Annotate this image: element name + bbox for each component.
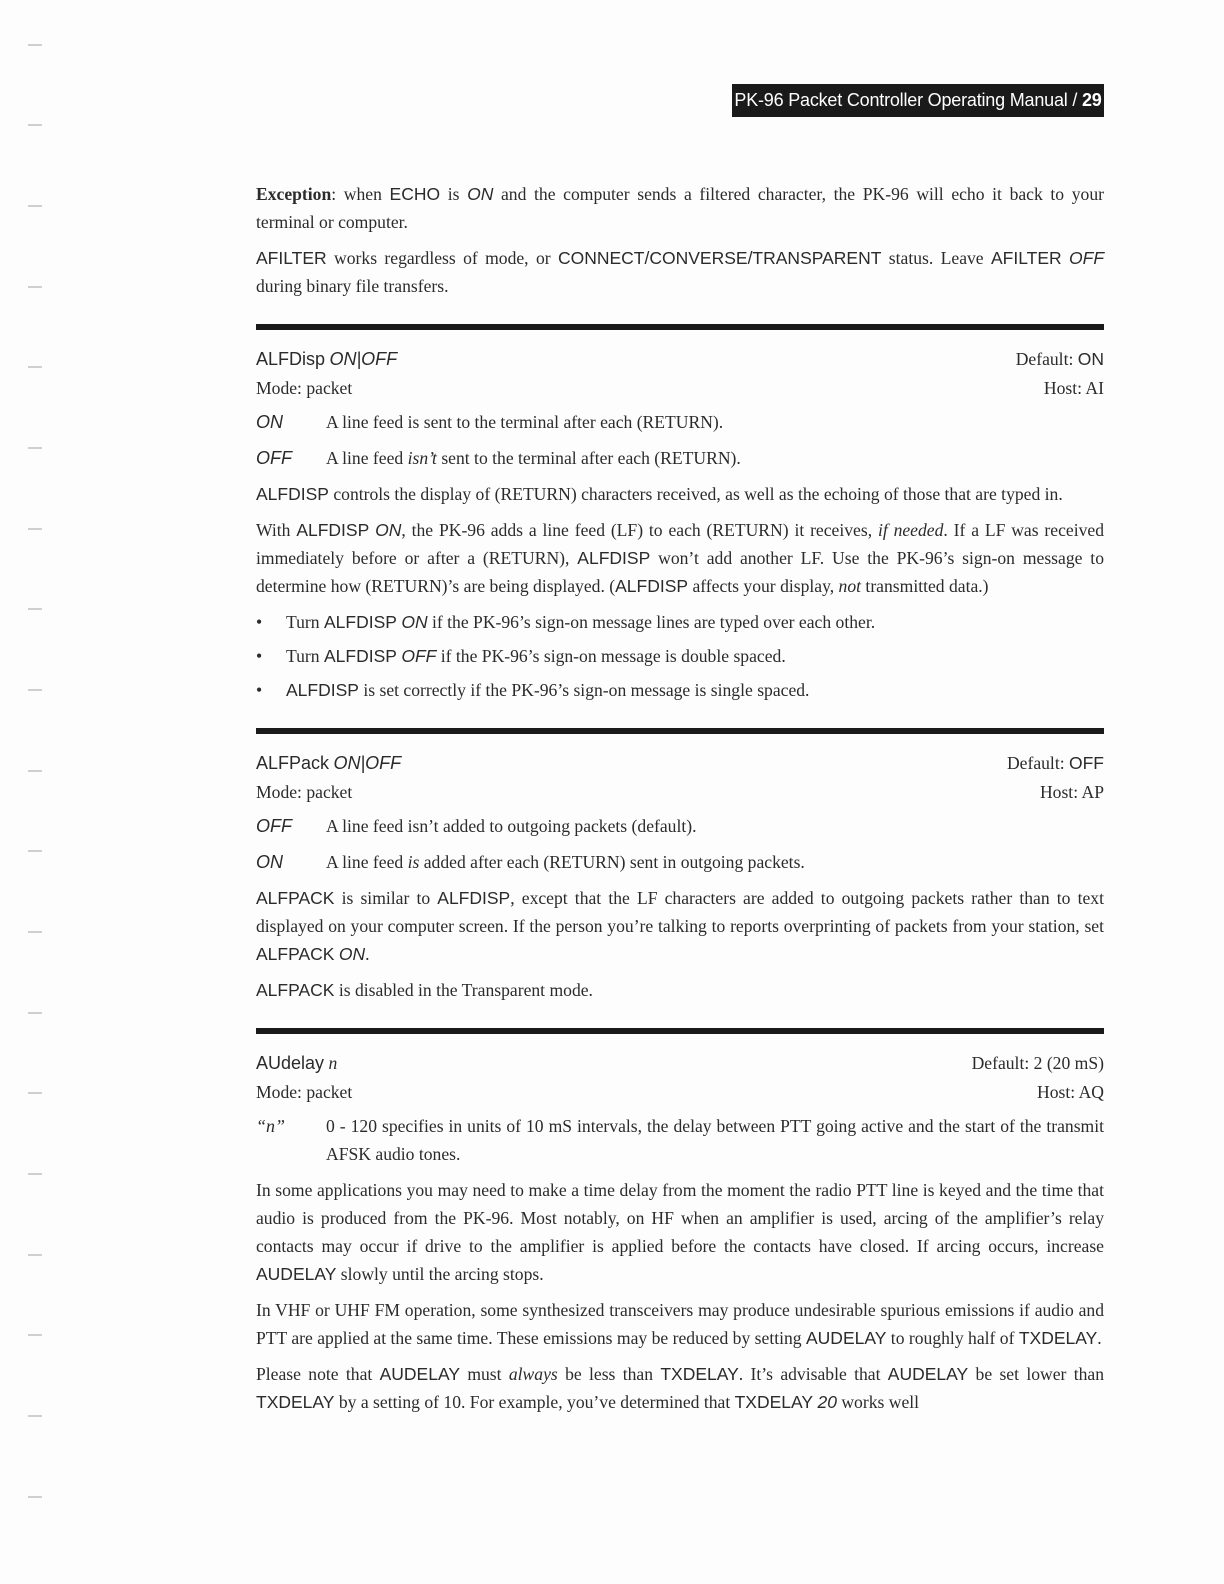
keyword: CONNECT/CONVERSE/TRANSPARENT bbox=[557, 248, 882, 268]
audelay-paragraph bbox=[256, 1176, 1104, 1288]
exception-paragraph bbox=[256, 180, 1104, 236]
command-name: ALFDisp bbox=[256, 348, 326, 369]
keyword: AUDELAY bbox=[806, 1328, 887, 1348]
command-mode-host bbox=[256, 1077, 1104, 1106]
keyword: ALFPACK bbox=[256, 888, 335, 908]
text: if the PK-96’s sign-on message lines are typed over each other. bbox=[427, 612, 876, 632]
text: status. Leave bbox=[881, 248, 991, 268]
command-mode-host bbox=[256, 777, 1104, 806]
option-row bbox=[256, 848, 1104, 876]
text: affects your display, bbox=[688, 576, 839, 596]
list-item bbox=[256, 676, 1104, 704]
option-row bbox=[256, 1112, 1104, 1168]
text: Turn bbox=[286, 646, 324, 666]
text: Please note that bbox=[256, 1364, 380, 1384]
option-key: OFF bbox=[256, 448, 292, 468]
text: In VHF or UHF FM operation, some synthesized transceivers may produce undesirable spurious emissions if audio and PTT are applied at the same time. These emissions may be reduced by setting bbox=[256, 1300, 1104, 1348]
text: . If a LF was received immediately before or after a (RETURN), bbox=[256, 520, 1105, 568]
command-mode-host bbox=[256, 373, 1104, 402]
text: is set correctly if the PK-96’s sign-on message is single spaced. bbox=[358, 680, 810, 700]
command-header bbox=[256, 344, 1104, 373]
option-description bbox=[326, 848, 1104, 876]
keyword-value: ON bbox=[467, 184, 494, 204]
alfdisp-paragraph bbox=[256, 480, 1104, 508]
keyword: AFILTER bbox=[990, 248, 1062, 268]
text: is bbox=[440, 184, 468, 204]
command-mode: Mode: packet bbox=[256, 1081, 353, 1102]
text: slowly until the arcing stops. bbox=[336, 1264, 544, 1284]
text: In some applications you may need to make a time delay from the moment the radio PTT line is keyed and the time that audio is produced from the PK-96. Most notably, on HF when an amplifier is used, arcing of the amplifier’s relay contacts may occur if drive to the amplifier is applied before the contacts have closed. If arcing occurs, increase bbox=[256, 1180, 1104, 1256]
option-description bbox=[326, 444, 1104, 472]
text: be set lower than bbox=[968, 1364, 1104, 1384]
text: . bbox=[1097, 1328, 1102, 1348]
default-value: Default: 2 (20 mS) bbox=[971, 1052, 1104, 1073]
text: works regardless of mode, or bbox=[326, 248, 558, 268]
section-divider bbox=[256, 324, 1104, 330]
text: works well bbox=[836, 1392, 920, 1412]
emphasis: is bbox=[407, 852, 420, 872]
default-label: Default: bbox=[1015, 348, 1078, 369]
keyword: AUDELAY bbox=[887, 1364, 969, 1384]
default-value: OFF bbox=[1069, 752, 1104, 773]
keyword: ALFDISP bbox=[296, 520, 370, 540]
text: transmitted data.) bbox=[861, 576, 989, 596]
text: won’t add another LF. Use the PK-96’s sign-on message to determine how (RETURN)’s are being displayed. ( bbox=[256, 548, 1104, 596]
command-args: ON|OFF bbox=[333, 752, 402, 773]
text: to roughly half of bbox=[886, 1328, 1019, 1348]
text: , the PK-96 adds a line feed (LF) to each (RETURN) it receives, bbox=[401, 520, 878, 540]
audelay-paragraph bbox=[256, 1360, 1104, 1416]
text: and the computer sends a filtered character, the PK-96 will echo it back to your terminal or computer. bbox=[256, 184, 1104, 232]
text: added after each (RETURN) sent in outgoing packets. bbox=[419, 852, 805, 872]
audelay-section bbox=[256, 1048, 1104, 1416]
keyword-value: ON bbox=[338, 944, 366, 964]
text: A line feed bbox=[326, 852, 408, 872]
keyword: ALFDISP bbox=[323, 646, 397, 666]
command-host: Host: AI bbox=[1043, 377, 1104, 398]
alfdisp-section bbox=[256, 344, 1104, 704]
option-key: ON bbox=[256, 852, 283, 872]
afilter-paragraph bbox=[256, 244, 1104, 300]
page-header bbox=[732, 84, 1104, 117]
bullet-list bbox=[256, 608, 1104, 704]
keyword: TXDELAY bbox=[1018, 1328, 1098, 1348]
emphasis: if needed bbox=[877, 520, 944, 540]
keyword-value: OFF bbox=[401, 646, 437, 666]
command-host: Host: AP bbox=[1039, 781, 1104, 802]
text: : when bbox=[331, 184, 390, 204]
default-value: ON bbox=[1077, 348, 1104, 369]
text: if the PK-96’s sign-on message is double spaced. bbox=[436, 646, 786, 666]
emphasis: not bbox=[838, 576, 862, 596]
text: Turn bbox=[286, 612, 324, 632]
command-header bbox=[256, 1048, 1104, 1077]
option-key: OFF bbox=[256, 816, 292, 836]
keyword: ALFDISP bbox=[577, 548, 651, 568]
keyword: ALFPACK bbox=[256, 944, 335, 964]
option-description: A line feed is sent to the terminal after each (RETURN). bbox=[326, 412, 724, 432]
keyword: TXDELAY bbox=[660, 1364, 739, 1384]
page-number: 29 bbox=[1081, 90, 1102, 110]
option-description: A line feed isn’t added to outgoing packets (default). bbox=[326, 816, 697, 836]
option-row bbox=[256, 812, 1104, 840]
text: , except that the LF characters are added to outgoing packets rather than to text displayed on your computer screen. If the person you’re talking to reports overprinting of packets from your station, set bbox=[256, 888, 1104, 936]
text: must bbox=[460, 1364, 509, 1384]
command-mode: Mode: packet bbox=[256, 781, 353, 802]
header-title: PK-96 Packet Controller Operating Manual / bbox=[734, 90, 1078, 110]
keyword: ALFDISP bbox=[323, 612, 397, 632]
text: A line feed bbox=[326, 448, 408, 468]
command-host: Host: AQ bbox=[1037, 1081, 1104, 1102]
command-name: ALFPack bbox=[256, 752, 330, 773]
keyword: ECHO bbox=[389, 184, 441, 204]
alfdisp-paragraph bbox=[256, 516, 1104, 600]
list-item bbox=[256, 608, 1104, 636]
text: during binary file transfers. bbox=[256, 276, 449, 296]
keyword: ALFDISP bbox=[437, 888, 511, 908]
text: sent to the terminal after each (RETURN). bbox=[436, 448, 741, 468]
section-divider bbox=[256, 728, 1104, 734]
option-description: 0 - 120 specifies in units of 10 mS intervals, the delay between PTT going active and the start of the transmit AFSK audio tones. bbox=[326, 1116, 1104, 1164]
text: be less than bbox=[557, 1364, 661, 1384]
keyword: TXDELAY bbox=[734, 1392, 814, 1412]
keyword: ALFDISP bbox=[286, 680, 359, 700]
option-key: “n” bbox=[256, 1116, 286, 1136]
default-label: Default: bbox=[1006, 752, 1069, 773]
keyword-value: ON bbox=[375, 520, 402, 540]
text: . It’s advisable that bbox=[738, 1364, 888, 1384]
keyword: ALFDISP bbox=[615, 576, 689, 596]
alfpack-paragraph bbox=[256, 884, 1104, 968]
alfpack-section bbox=[256, 748, 1104, 1004]
scan-margin-marks bbox=[28, 0, 44, 1584]
command-args: ON|OFF bbox=[329, 348, 398, 369]
keyword-value: ON bbox=[401, 612, 428, 632]
keyword: TXDELAY bbox=[256, 1392, 335, 1412]
emphasis: isn’t bbox=[407, 448, 437, 468]
emphasis: always bbox=[508, 1364, 558, 1384]
audelay-paragraph bbox=[256, 1296, 1104, 1352]
keyword: ALFDISP bbox=[256, 484, 329, 504]
text: is disabled in the Transparent mode. bbox=[334, 980, 593, 1000]
text: With bbox=[256, 520, 297, 540]
keyword-value: 20 bbox=[817, 1392, 837, 1412]
keyword: ALFPACK bbox=[256, 980, 335, 1000]
section-divider bbox=[256, 1028, 1104, 1034]
option-row bbox=[256, 408, 1104, 436]
command-name: AUdelay bbox=[256, 1052, 325, 1073]
command-header bbox=[256, 748, 1104, 777]
exception-label: Exception bbox=[256, 184, 332, 204]
text: is similar to bbox=[334, 888, 438, 908]
page-body bbox=[256, 180, 1104, 1424]
command-args: n bbox=[328, 1052, 338, 1073]
keyword: AFILTER bbox=[256, 248, 327, 268]
text: . bbox=[365, 944, 370, 964]
keyword-value: OFF bbox=[1069, 248, 1105, 268]
alfpack-paragraph bbox=[256, 976, 1104, 1004]
option-row bbox=[256, 444, 1104, 472]
text: controls the display of (RETURN) characters received, as well as the echoing of those that are typed in. bbox=[328, 484, 1063, 504]
keyword: AUDELAY bbox=[379, 1364, 460, 1384]
option-key: ON bbox=[256, 412, 283, 432]
list-item bbox=[256, 642, 1104, 670]
keyword: AUDELAY bbox=[256, 1264, 337, 1284]
command-mode: Mode: packet bbox=[256, 377, 353, 398]
text: by a setting of 10. For example, you’ve determined that bbox=[334, 1392, 735, 1412]
